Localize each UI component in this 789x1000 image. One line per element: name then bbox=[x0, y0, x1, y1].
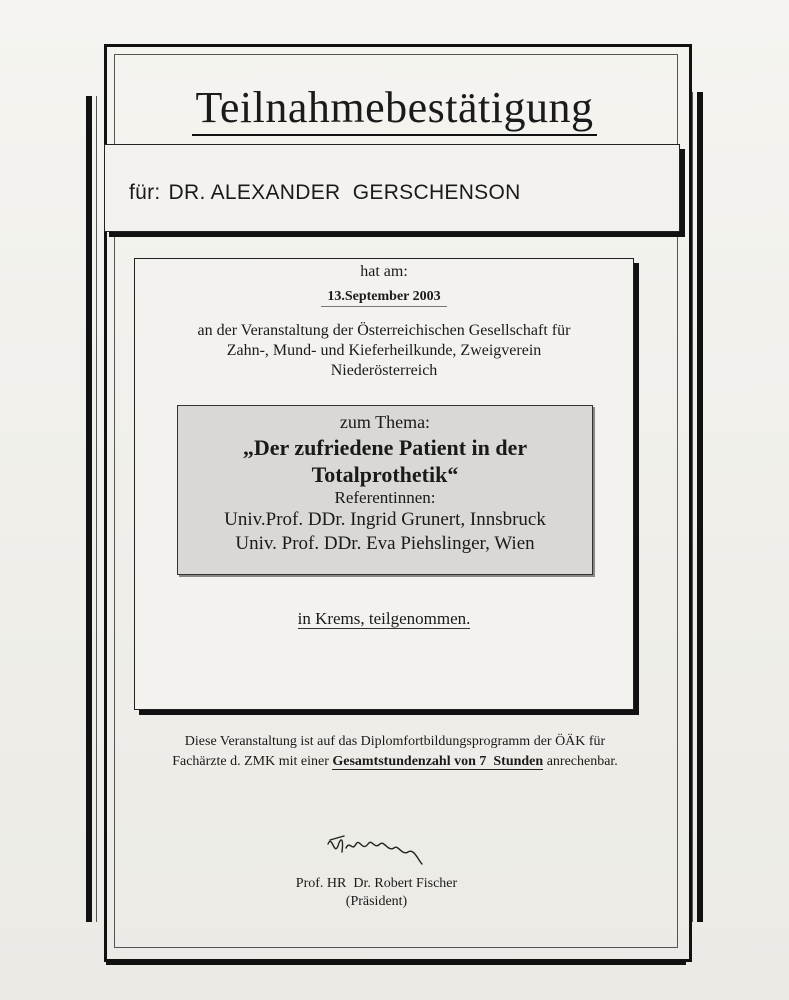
event-date bbox=[135, 289, 633, 305]
topic-title bbox=[178, 434, 592, 488]
event-line-3: Niederösterreich bbox=[330, 362, 438, 379]
event-description bbox=[135, 321, 633, 381]
hat-am-label: hat am: bbox=[360, 263, 408, 280]
topic-title-line-1: „Der zufriedene Patient in der bbox=[242, 435, 528, 460]
left-frame-line bbox=[96, 96, 97, 922]
left-frame-bar bbox=[86, 96, 92, 922]
signature-scribble bbox=[322, 826, 432, 870]
note-line-2-post: anrechenbar. bbox=[546, 754, 618, 769]
speakers-list bbox=[178, 508, 592, 556]
signer-name: Prof. HR Dr. Robert Fischer bbox=[295, 876, 458, 891]
note-line-2-pre: Fachärzte d. ZMK mit einer bbox=[172, 754, 329, 769]
topic-label: zum Thema: bbox=[339, 412, 431, 432]
event-place bbox=[135, 609, 633, 629]
speakers-label: Referentinnen: bbox=[334, 488, 436, 507]
bottom-frame-bar bbox=[106, 960, 686, 965]
recipient-prefix: für: bbox=[129, 181, 161, 204]
topic-box bbox=[177, 405, 593, 575]
event-line-2: Zahn-, Mund- und Kieferheilkunde, Zweigverein bbox=[226, 342, 542, 359]
topic-title-line-2: Totalprothetik“ bbox=[311, 462, 459, 487]
speaker-2: Univ. Prof. DDr. Eva Piehslinger, Wien bbox=[235, 533, 535, 554]
certificate-title-text: Teilnahmebestätigung bbox=[192, 83, 598, 136]
right-frame-bar bbox=[697, 92, 703, 922]
certificate-title bbox=[0, 82, 789, 133]
note-line-2 bbox=[100, 752, 690, 772]
event-line-1: an der Veranstaltung der Österreichischen Gesellschaft für bbox=[197, 322, 571, 339]
attendance-box bbox=[134, 258, 634, 710]
event-place-text: in Krems, teilgenommen. bbox=[297, 609, 471, 628]
event-date-text: 13.September 2003 bbox=[321, 289, 446, 307]
total-hours: Gesamtstundenzahl von 7 Stunden bbox=[332, 754, 544, 769]
accreditation-note bbox=[100, 732, 690, 772]
recipient-line bbox=[129, 181, 521, 205]
right-frame-line bbox=[692, 92, 693, 922]
signer-role: (Präsident) bbox=[345, 894, 408, 909]
note-line-1: Diese Veranstaltung ist auf das Diplomfortbildungsprogramm der ÖÄK für bbox=[184, 734, 606, 749]
speaker-1: Univ.Prof. DDr. Ingrid Grunert, Innsbruck bbox=[224, 509, 546, 530]
recipient-name: DR. ALEXANDER GERSCHENSON bbox=[168, 181, 521, 204]
recipient-box bbox=[104, 144, 680, 232]
